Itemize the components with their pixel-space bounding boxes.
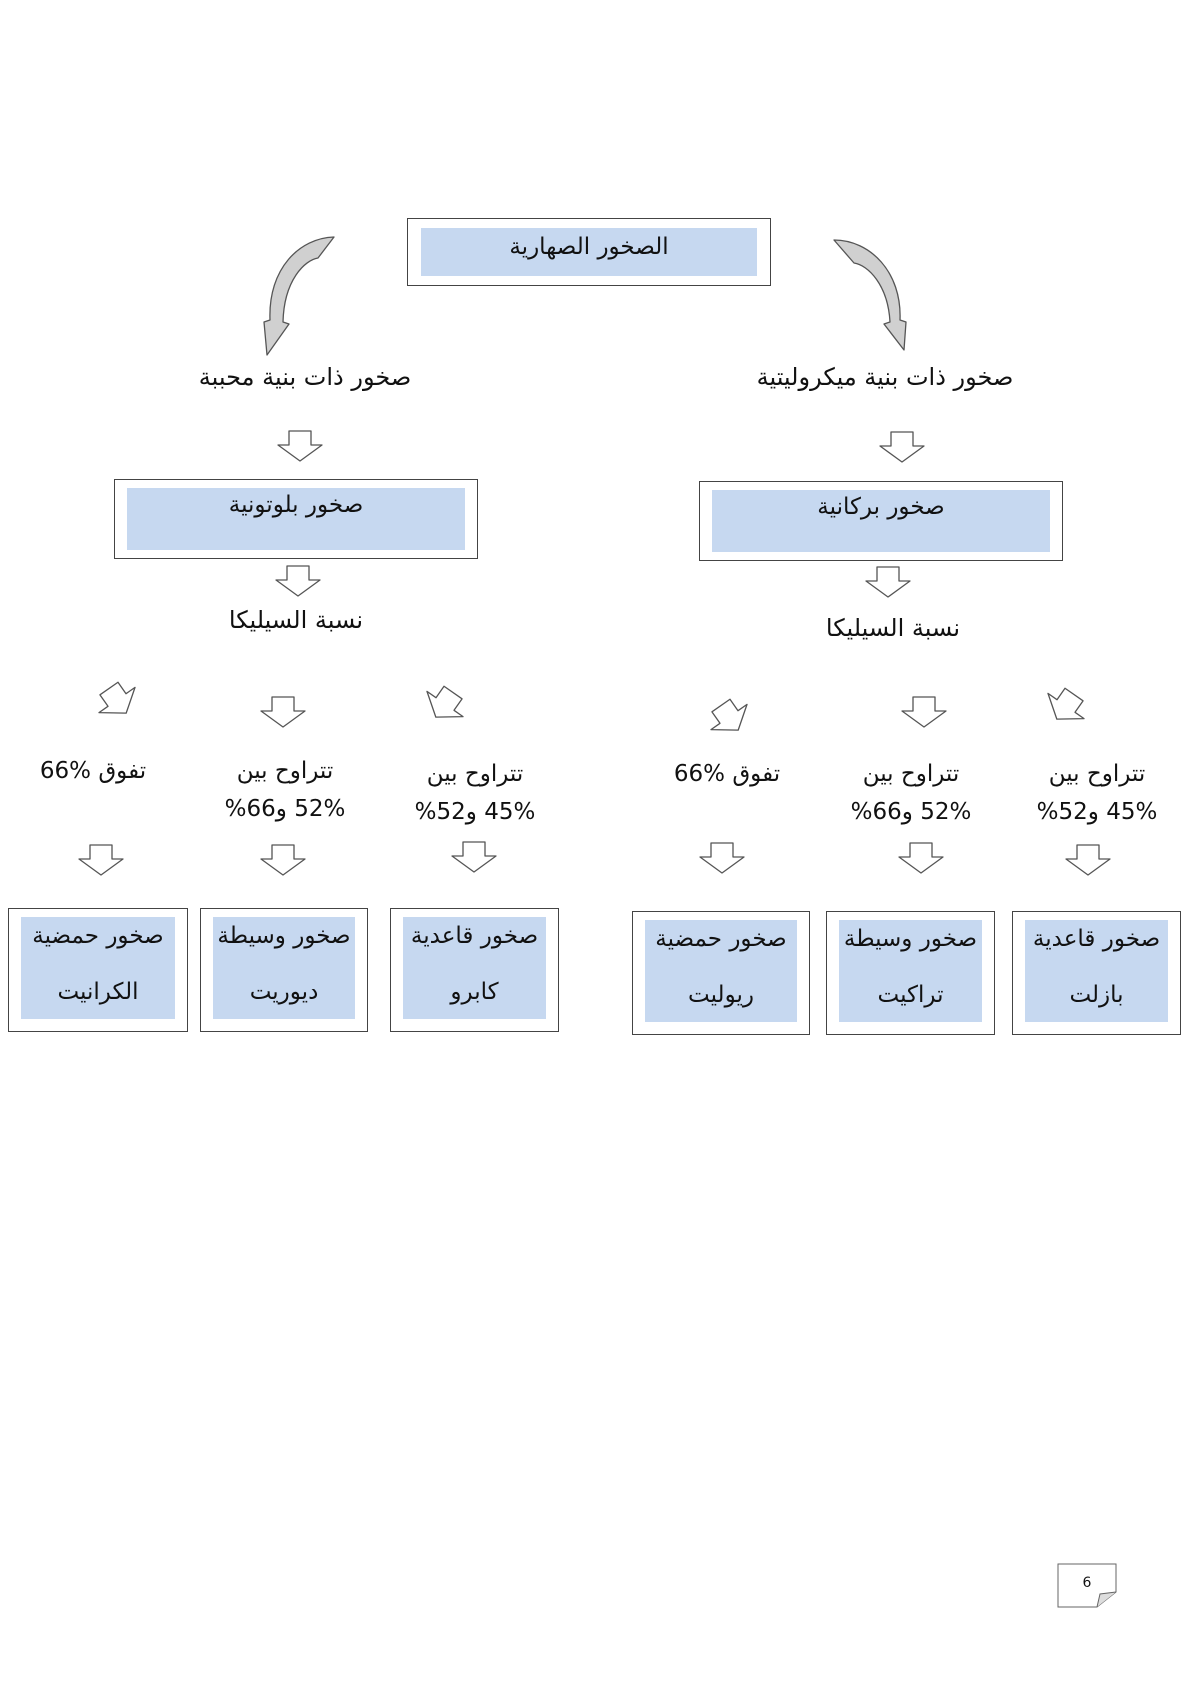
structure-label-microlitic: صخور ذات بنية ميكروليتية xyxy=(756,363,1014,391)
silica-label-left: نسبة السيليكا xyxy=(228,606,364,634)
rock-example-label: تراكيت xyxy=(877,982,944,1008)
silica-range-acidic: تفوق %66 xyxy=(673,761,781,787)
rock-example-label: ديوريت xyxy=(249,979,319,1005)
down-arrow xyxy=(276,566,320,596)
root-title: الصخور الصهارية xyxy=(509,234,669,260)
basic-rock-box xyxy=(390,908,559,1032)
down-arrow xyxy=(261,697,305,727)
diagonal-arrow xyxy=(418,680,471,730)
diagonal-arrow xyxy=(1039,682,1092,732)
down-arrow xyxy=(902,697,946,727)
acidic-rock-box xyxy=(632,911,810,1035)
silica-range-intermediate: تتراوح بين 52% و66% xyxy=(224,758,346,822)
down-arrow xyxy=(880,432,924,462)
rock-type-label: صخور وسيطة xyxy=(843,926,978,952)
curved-arrow-left xyxy=(264,237,334,355)
rock-type-label: صخور حمضية xyxy=(655,926,787,952)
page-number: 6 xyxy=(1082,1575,1092,1591)
intermediate-rock-box xyxy=(826,911,995,1035)
rock-type-label: صخور حمضية xyxy=(32,923,164,949)
volcanic-rocks-box xyxy=(699,481,1063,561)
down-arrow xyxy=(278,431,322,461)
volcanic-rocks-label: صخور بركانية xyxy=(817,494,945,520)
rock-example-label: بازلت xyxy=(1069,982,1124,1008)
intermediate-rock-box xyxy=(200,908,368,1032)
plutonic-rocks-box xyxy=(114,479,478,559)
down-arrow xyxy=(1066,845,1110,875)
silica-range-acidic: تفوق %66 xyxy=(39,758,147,784)
structure-label-granular: صخور ذات بنية محببة xyxy=(198,363,412,391)
curved-arrow-right xyxy=(834,240,906,350)
diagonal-arrow xyxy=(91,676,144,726)
rock-example-label: الكرانيت xyxy=(57,979,139,1005)
silica-range-intermediate: تتراوح بين 52% و66% xyxy=(850,761,972,825)
silica-range-basic: تتراوح بين 45% و52% xyxy=(1036,761,1158,825)
silica-range-basic: تتراوح بين 45% و52% xyxy=(414,761,536,825)
basic-rock-box xyxy=(1012,911,1181,1035)
down-arrow xyxy=(261,845,305,875)
acidic-rock-box xyxy=(8,908,188,1032)
down-arrow xyxy=(899,843,943,873)
plutonic-rocks-label: صخور بلوتونية xyxy=(228,492,364,518)
down-arrow xyxy=(700,843,744,873)
rock-type-label: صخور وسيطة xyxy=(217,923,351,949)
down-arrow xyxy=(452,842,496,872)
down-arrow xyxy=(866,567,910,597)
diagonal-arrow xyxy=(703,693,756,743)
rock-type-label: صخور قاعدية xyxy=(410,923,539,949)
root-box xyxy=(407,218,771,286)
rock-example-label: ريوليت xyxy=(688,982,754,1008)
rock-example-label: كابرو xyxy=(450,979,499,1005)
rock-type-label: صخور قاعدية xyxy=(1032,926,1161,952)
silica-label-right: نسبة السيليكا xyxy=(825,614,961,642)
down-arrow xyxy=(79,845,123,875)
